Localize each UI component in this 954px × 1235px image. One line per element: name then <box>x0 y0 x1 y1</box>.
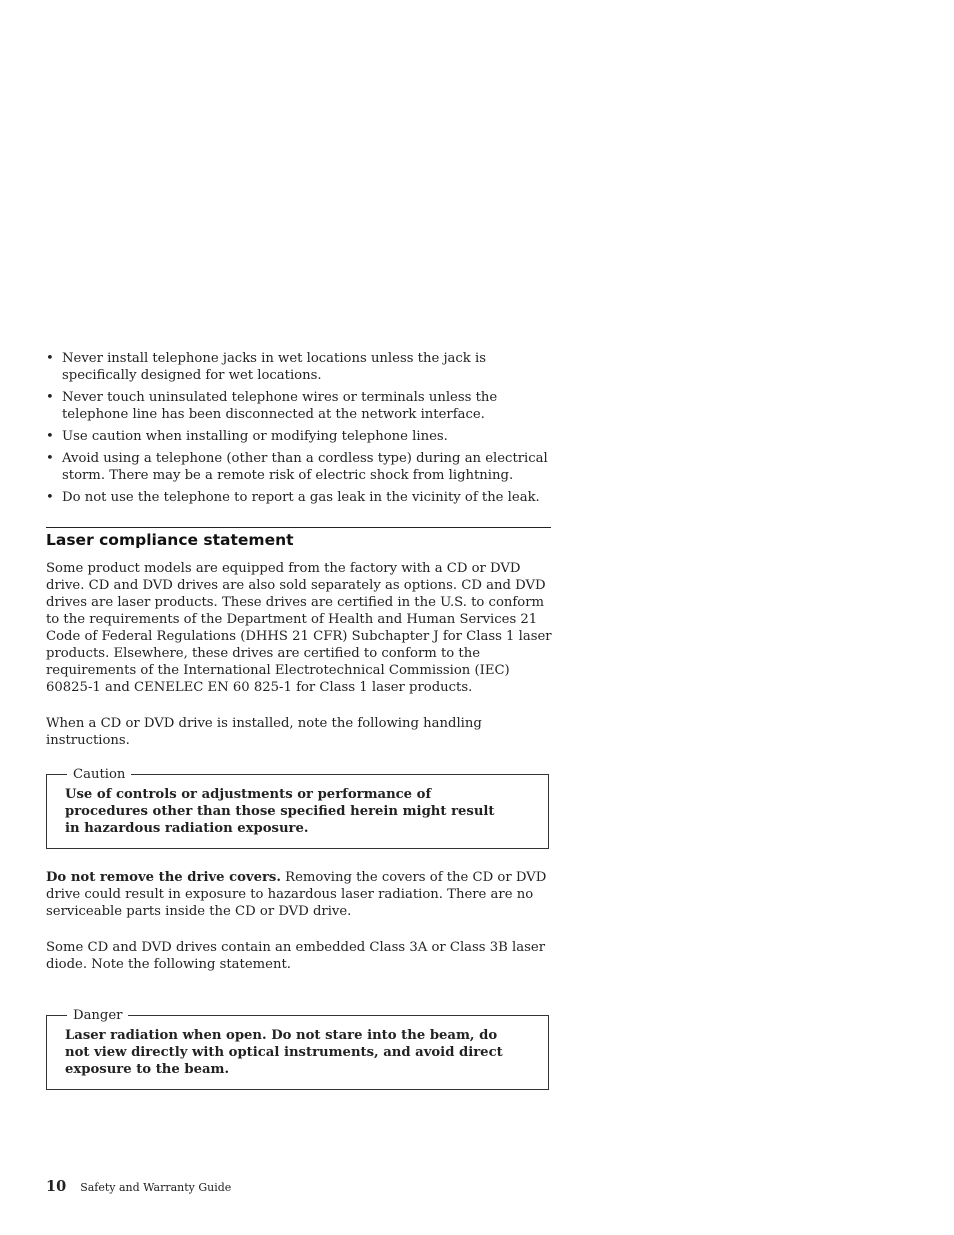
bullet-icon: • <box>46 490 54 505</box>
danger-text: Laser radiation when open. Do not stare into the beam, do not view directly with optical instruments, and avoid direct exposure to the beam. <box>65 1028 503 1077</box>
page-footer <box>46 1178 231 1197</box>
caution-label: Caution <box>67 766 131 783</box>
caution-text: Use of controls or adjustments or performance of procedures other than those specified herein might result in hazardous radiation exposure. <box>65 787 495 836</box>
laser-compliance-paragraph: Some product models are equipped from the factory with a CD or DVD drive. CD and DVD drives are also sold separately as options. CD and DVD drives are laser products. These drives are certified in the U.S. to conform to the requirements of the Department of Health and Human Services 21 Code of Federal Regulations (DHHS 21 CFR) Subchapter J for Class 1 laser products. Elsewhere, these drives are certified to conform to the requirements of the International Electrotechnical Commission (IEC) 60825-1 and CENELEC EN 60 825-1 for Class 1 laser products. <box>46 561 552 695</box>
section-heading: Laser compliance statement <box>46 531 294 549</box>
page-number: 10 <box>46 1178 67 1195</box>
telephone-safety-list <box>46 350 551 511</box>
caution-box <box>46 767 549 849</box>
class3-laser-paragraph: Some CD and DVD drives contain an embedded Class 3A or Class 3B laser diode. Note the following statement. <box>46 940 545 972</box>
list-item-text: Do not use the telephone to report a gas leak in the vicinity of the leak. <box>62 490 540 505</box>
bullet-icon: • <box>46 429 54 444</box>
list-item-text: Use caution when installing or modifying telephone lines. <box>62 429 448 444</box>
danger-box <box>46 1008 549 1090</box>
list-item <box>46 350 551 384</box>
section-divider <box>46 527 551 528</box>
list-item <box>46 428 551 445</box>
drive-covers-lead: Do not remove the drive covers. <box>46 870 281 885</box>
bullet-icon: • <box>46 390 54 405</box>
handling-instructions-paragraph: When a CD or DVD drive is installed, note the following handling instructions. <box>46 716 482 748</box>
drive-covers-paragraph <box>46 869 554 920</box>
list-item-text: Never touch uninsulated telephone wires or terminals unless the telephone line has been disconnected at the network interface. <box>62 390 498 422</box>
list-item-text: Never install telephone jacks in wet locations unless the jack is specifically designed for wet locations. <box>62 351 486 383</box>
list-item-text: Avoid using a telephone (other than a cordless type) during an electrical storm. There may be a remote risk of electric shock from lightning. <box>62 451 548 483</box>
bullet-icon: • <box>46 351 54 366</box>
list-item <box>46 389 551 423</box>
drive-covers-text: Removing the covers of the CD or DVD drive could result in exposure to hazardous laser radiation. There are no serviceable parts inside the CD or DVD drive. <box>46 870 547 919</box>
list-item <box>46 489 551 506</box>
list-item <box>46 450 551 484</box>
footer-title: Safety and Warranty Guide <box>80 1181 232 1194</box>
bullet-icon: • <box>46 451 54 466</box>
danger-label: Danger <box>67 1007 128 1024</box>
